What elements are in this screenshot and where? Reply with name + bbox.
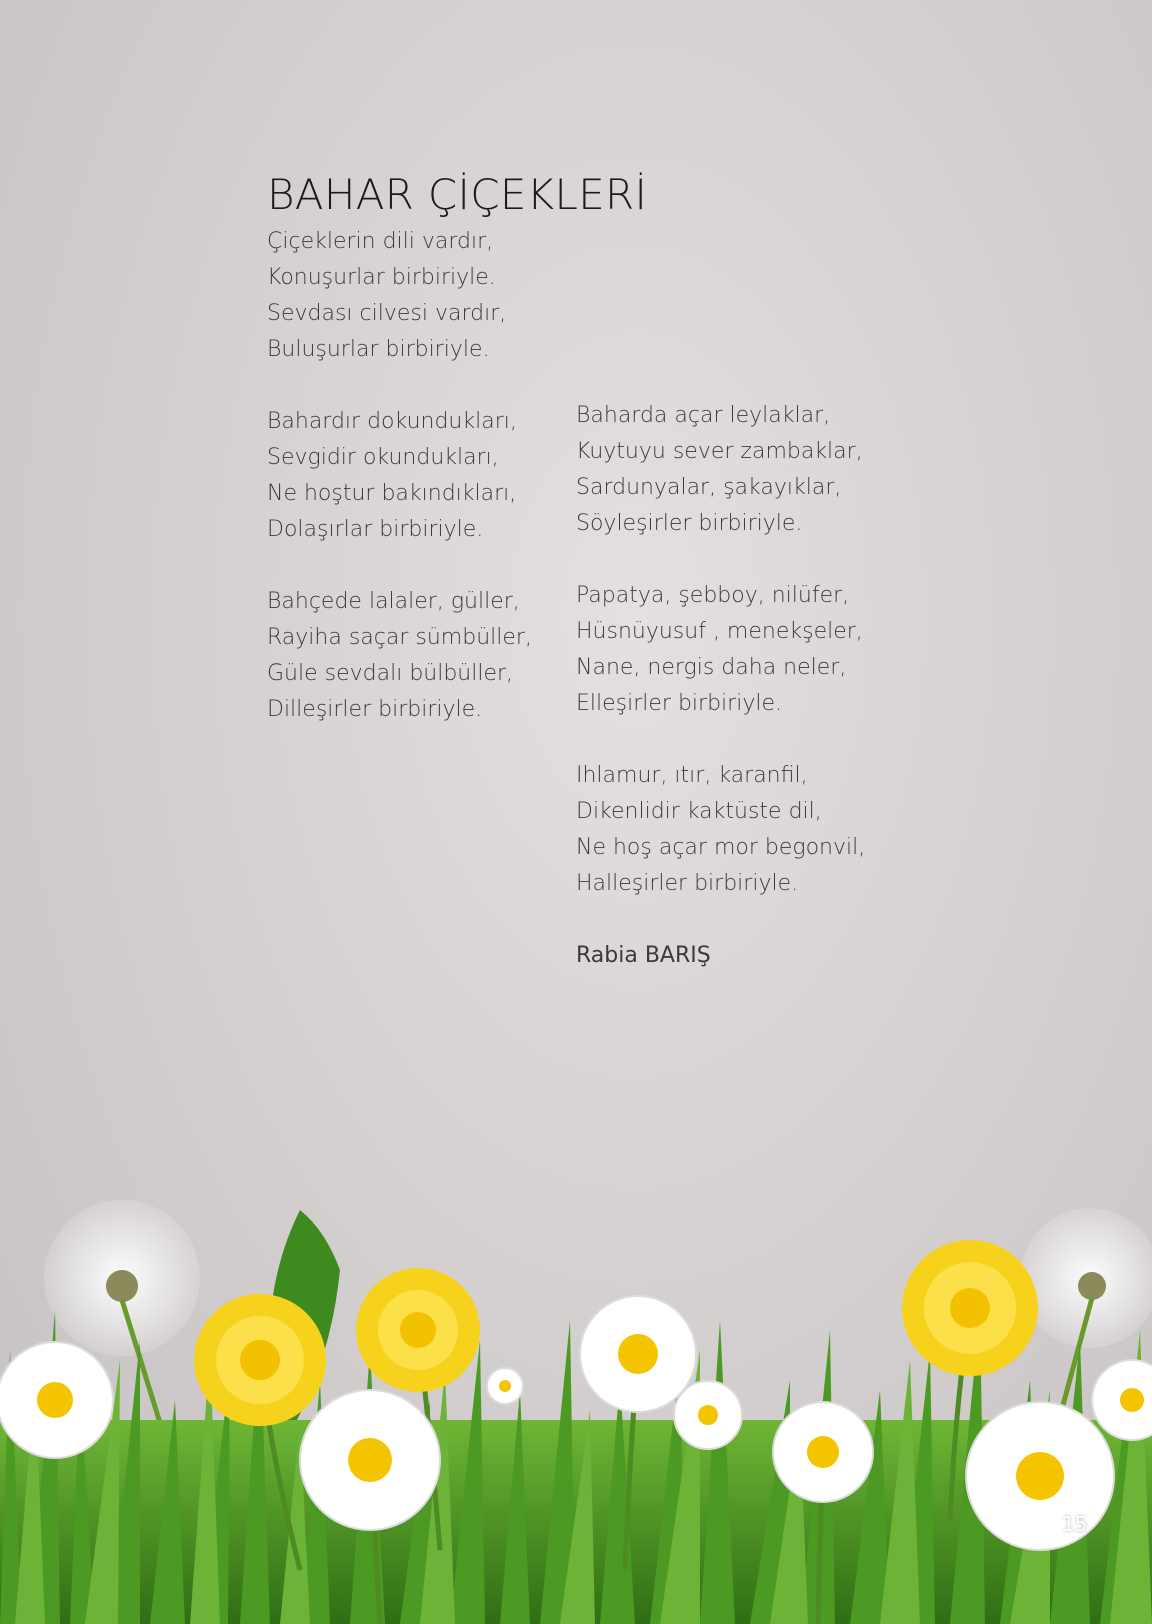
page-number: 15 [1062, 1512, 1088, 1536]
poem-line: Sardunyalar, şakayıklar, [576, 475, 842, 500]
poem-column-right [576, 398, 906, 974]
daisy-flower-icon [487, 1368, 523, 1404]
poem-author: Rabia BARIŞ [576, 943, 711, 968]
poem-line: Sevgidir okundukları, [267, 445, 499, 470]
poem-line: Halleşirler birbiriyle. [576, 871, 799, 896]
poem-line: Konuşurlar birbiriyle. [267, 265, 496, 290]
poem-line: Dikenlidir kaktüste dil, [576, 799, 822, 824]
poem-line: Hüsnüyusuf , menekşeler, [576, 619, 863, 644]
poem-line: Ne hoştur bakındıkları, [267, 481, 517, 506]
poem-line: Papatya, şebboy, nilüfer, [576, 583, 850, 608]
poem-line: Bahçede lalaler, güller, [267, 589, 520, 614]
stanza [576, 398, 906, 542]
poem-line: Nane, nergis daha neler, [576, 655, 847, 680]
poem-line: Sevdası cilvesi vardır, [267, 301, 507, 326]
stanza [576, 578, 906, 722]
poem-line: Rayiha saçar sümbüller, [267, 625, 532, 650]
poem-line: Güle sevdalı bülbüller, [267, 661, 514, 686]
poem-line: Çiçeklerin dili vardır, [267, 229, 494, 254]
poem-line: Ihlamur, ıtır, karanfil, [576, 763, 808, 788]
meadow-illustration [0, 1190, 1152, 1624]
stanza [267, 404, 597, 548]
poem-line: Buluşurlar birbiriyle. [267, 337, 490, 362]
daisy-flower-icon [674, 1381, 742, 1449]
stanza [267, 224, 597, 368]
daisy-flower-icon [966, 1402, 1114, 1550]
poem-line: Ne hoş açar mor begonvil, [576, 835, 866, 860]
poem-line: Dolaşırlar birbiriyle. [267, 517, 484, 542]
daisy-flower-icon [0, 1342, 113, 1458]
poem-line: Söyleşirler birbiriyle. [576, 511, 803, 536]
poem-line: Dilleşirler birbiriyle. [267, 697, 483, 722]
poem-title: BAHAR ÇİÇEKLERİ [267, 170, 648, 220]
poem-line: Baharda açar leylaklar, [576, 403, 831, 428]
stanza [576, 758, 906, 902]
poem-line: Kuytuyu sever zambaklar, [576, 439, 863, 464]
poem-column-left [267, 224, 597, 764]
poem-line: Bahardır dokundukları, [267, 409, 517, 434]
stanza [267, 584, 597, 728]
poem-line: Elleşirler birbiriyle. [576, 691, 782, 716]
